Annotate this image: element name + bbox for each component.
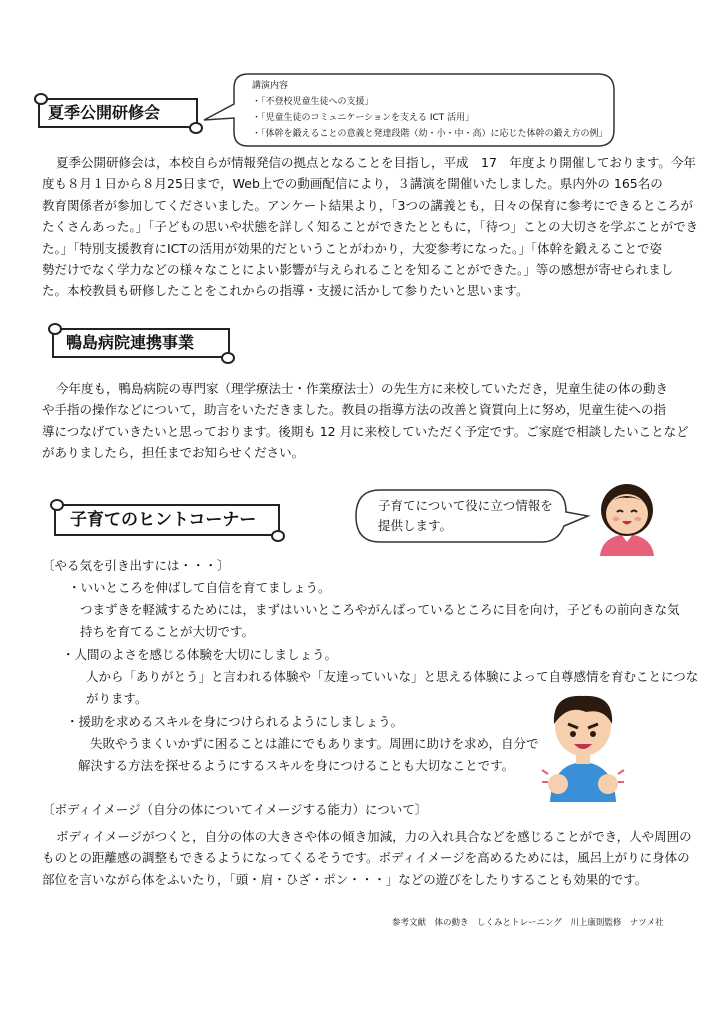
tip-body: 解決する方法を探せるようにするスキルを身につけることも大切なことです。 [78,758,515,773]
tip-title: ・人間のよさを感じる体験を大切にしましょう。 [62,647,338,662]
body-line: や手指の操作などについて，助言をいただきました。教員の指導方法の改善と資質向上に努め，児童生徒への指 [42,402,667,418]
tip-body: 人から「ありがとう」と言われる体験や「友達っていいな」と思える体験によって自尊感情を育むことにつな [86,669,699,684]
lecture-item: ・「児童生徒のコミュニケーションを支える ICT 活用」 [252,113,475,123]
section1-title-text: 夏季公開研修会 [48,103,161,122]
section3-title-text: 子育てのヒントコーナー [70,509,257,530]
body-line: がありましたら，担任までお知らせください。 [42,445,305,461]
tip-body: 失敗やうまくいかずに困ることは誰にでもあります。周囲に助けを求め，自分で [90,736,539,751]
body-line: 夏季公開研修会は，本校自らが情報発信の拠点となることを目指し，平成 17 年度より開催しております。今年 [56,155,696,170]
hint-bubble [352,486,592,546]
girl-illustration-icon [594,480,660,556]
lecture-bubble [190,70,620,150]
tip-title: ・援助を求めるスキルを身につけられるようにしましょう。 [66,714,404,729]
tip-body: つまずきを軽減するためには，まずはいいところやがんばっているところに目を向け，子どもの前向きな気 [80,602,680,617]
tip-title: ・いいところを伸ばして自信を育てましょう。 [68,580,331,595]
section3-title [54,504,280,536]
lecture-heading: 講演内容 [252,81,289,91]
body-line: 部位を言いながら体をふいたり，「頭・肩・ひざ・ポン・・・」などの遊びをしたりすることも効果的です。 [42,871,648,887]
body-line: 導につなげていきたいと思っております。後期も 12 月に来校していただく予定です。ご家庭で相談したいことなど [42,423,689,439]
hint-bubble-line: 提供します。 [378,518,453,533]
lecture-item: ・「体幹を鍛えることの意義と発達段階（幼・小・中・高）に応じた体幹の鍛え方の例」 [252,129,608,139]
section2-body [42,378,702,464]
lecture-item: ・「不登校児童生徒への支援」 [252,97,374,107]
section1-title [38,98,198,128]
body-line: た。」「特別支援教育にICTの活用が効果的だということがわかり，大変参考になった。」「体幹を鍛えることで姿 [42,240,663,256]
body-line: ボディイメージがつくと，自分の体の大きさや体の傾き加減，力の入れ具合などを感じることができ，人や周囲の [56,829,692,844]
body-image-heading: 〔ボディイメージ（自分の体についてイメージする能力）について〕 [42,802,428,817]
body-line: 度も８月１日から８月25日まで，Web上での動画配信により，３講演を開催いたしました。県内外の 165名の [42,176,663,192]
section2-title [52,328,230,358]
body-line: 教育関係者が参加してくださいました。アンケート結果より，「3つの講義とも，日々の保育に参考にできるところが [42,197,693,213]
tip-body: がります。 [86,691,148,706]
body-line: 勢だけでなく学力などの様々なことによい影響が与えられることを知ることができた。」等の感想が寄せられまし [42,262,674,278]
section2-title-text: 鴨島病院連携事業 [66,333,195,352]
body-line: た。本校教員も研修したことをこれからの指導・支援に活かして参りたいと思います。 [42,283,529,299]
hint-bubble-line: 子育てについて役に立つ情報を [378,498,553,513]
body-line: たくさんあった。」「子どもの思いや状態を詳しく知ることができたとともに，「待つ」ことの大切さを学ぶことができ [42,219,699,235]
tip-body: 持ちを育てることが大切です。 [80,624,255,639]
tips-heading: 〔やる気を引き出すには・・・〕 [42,558,230,573]
body-line: ものとの距離感の調整もできるようになってくるそうです。ボディイメージを高めるためには，風呂上がりに身体の [42,850,690,866]
section1-body [42,152,702,302]
body-image-text [42,826,704,890]
reference-note: 参考文献 体の動き しくみとトレーニング 川上康則監修 ナツメ社 [392,918,664,928]
boy-illustration-icon [538,690,628,802]
body-line: 今年度も，鴨島病院の専門家（理学療法士・作業療法士）の先生方に来校していただき，児童生徒の体の動き [56,381,669,396]
